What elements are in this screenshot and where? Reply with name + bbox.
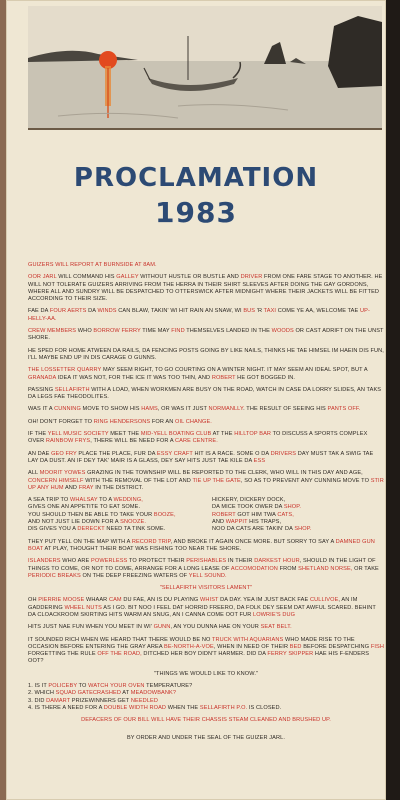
question-item [28, 705, 384, 712]
highlight-text: CONCERN HIMSELF [28, 477, 84, 484]
body-text: WHO [76, 328, 94, 335]
highlight-text: RECORD TRIP [131, 538, 171, 545]
highlight-text: WHIST [200, 597, 219, 604]
paragraph [28, 539, 384, 554]
body-text: , OR WAS IT JUST [157, 406, 209, 413]
body-text: WHO ARE [60, 558, 92, 565]
highlight-text: BURNSIDE [103, 262, 134, 268]
proclamation-body [28, 262, 384, 747]
body-text: DA [86, 308, 98, 315]
highlight-text: SEAT BELT. [260, 624, 292, 631]
body-text: COME YE AA, WELCOME TAE [276, 308, 361, 315]
verse-line [212, 504, 384, 511]
body-text: , SHOULD IN THE LIGHT OF THINGS TO COME, OR NOT TO COME, ARRANGE FOR A LONG LEASE OF [28, 558, 376, 572]
paragraph [28, 597, 384, 619]
body-text: IDEA IT WAS NOT, FOR THE ICE IT WAS TOO THIN, AND [56, 374, 212, 381]
body-text: , AN YOU DUNNA HAE ON YOUR [170, 624, 261, 631]
body-text: BEFORE DESPATCHING [301, 643, 371, 650]
paragraph [28, 308, 384, 323]
verse-left [28, 497, 200, 533]
body-text: AND [212, 519, 226, 526]
highlight-text: BUS [243, 308, 256, 315]
body-text: ON THE DEEP FREEZING WATERS OF [80, 572, 189, 579]
paragraph-group-3 [28, 597, 384, 665]
body-text: WILL COMMAND HIS [56, 274, 117, 281]
highlight-text: SHOP. [283, 504, 302, 511]
highlight-text: THE LOSSETTER QUARRY [28, 367, 102, 374]
highlight-text: TRUCK WITH AQUARIANS [212, 636, 284, 643]
verse-line [28, 504, 200, 511]
highlight-text: NEEDLED [130, 697, 158, 704]
body-text: PASSING [28, 386, 55, 393]
highlight-text: POLICEBY [48, 683, 78, 690]
question-item [28, 683, 384, 690]
highlight-text: FRAY [78, 484, 94, 491]
verse-line [212, 519, 384, 526]
highlight-text: SELLAFIRTH P.O. [199, 704, 248, 711]
body-text: IT SOUNDED RICH WHEN WE HEARD THAT THERE WOULD BE NO [28, 636, 213, 643]
things-heading: "THINGS WE WOULD LIKE TO KNOW." [153, 670, 259, 677]
body-text: A SEA TRIP TO [28, 497, 71, 504]
highlight-text: WOODS [271, 328, 294, 335]
highlight-text: ROBERT [212, 511, 236, 518]
highlight-text: YELL MUSIC SOCIETY [47, 431, 109, 438]
highlight-text: RING HENDERSONS [93, 418, 151, 425]
body-text: 'R [255, 308, 264, 315]
question-item [28, 698, 384, 705]
body-text: DITCHED HER BOY DIDN'T HARMER. DID DA [141, 651, 268, 658]
highlight-text: DRIVER [240, 274, 263, 281]
highlight-text: BORROW FERRY [93, 328, 141, 335]
highlight-text: PERIODIC BREAKS [28, 572, 81, 579]
body-text: TO DISCUSS A SPORTS COMPLEX OVER [28, 431, 368, 445]
highlight-text: ISLANDERS [28, 558, 61, 565]
body-text: THEMSELVES LANDED IN THE [184, 328, 272, 335]
highlight-text: MEADOWBANK? [130, 690, 177, 697]
highlight-text: DOUBLE WIDTH ROAD [103, 704, 167, 711]
highlight-text: SELLAFIRTH [54, 386, 90, 393]
highlight-text: ROBERT [211, 374, 236, 381]
highlight-text: GALLEY [116, 274, 139, 281]
paragraph [28, 558, 384, 580]
highlight-text: FERRY SKIPPER [267, 651, 314, 658]
highlight-text: DERECKT [77, 526, 105, 533]
body-text: . THE RESULT OF SEEING HIS [243, 406, 328, 413]
body-text: GRAZING IN THE TOWNSHIP WILL BE REPORTED TO THE CLERK, WHO WILL IN THIS DAY AND AGE, [85, 470, 363, 477]
highlight-text: LOWRIE'S DUG [253, 611, 296, 618]
body-text: , AND BROKE IT AGAIN ONCE MORE. BUT SORRY TO SAY A [170, 538, 336, 545]
body-text: 1. IS IT [28, 683, 49, 690]
highlight-text: OOR JARL [28, 274, 57, 281]
defacers-text [28, 717, 384, 724]
highlight-text: GUIZERS WILL REPORT AT [28, 262, 104, 268]
body-text: FAE DA [28, 308, 50, 315]
highlight-text: WHALSAY [70, 497, 98, 504]
highlight-text: FIND [171, 328, 185, 335]
paragraph-group-2 [28, 539, 384, 580]
body-text: IF THE [28, 431, 48, 438]
body-text: HITS JUST NAE FUN WHEN YOU MEET IN WI' [28, 624, 154, 631]
paragraph [28, 387, 384, 402]
body-text: , AN IM GADDERING [28, 597, 358, 611]
highlight-text: DEFACERS OF OUR BILL WILL HAVE THEIR CHASSIS STEAM CLEANED AND BRUSHED UP. [81, 717, 331, 724]
body-text: ALL [28, 470, 40, 477]
highlight-text: MID-YELL BOATING CLUB [140, 431, 212, 438]
poster [6, 0, 386, 800]
highlight-text: BOOZE, [153, 511, 176, 518]
paragraph [28, 451, 384, 466]
highlight-text: CREW MEMBERS [28, 328, 77, 335]
highlight-text: CAM [108, 597, 122, 604]
highlight-text: DAMART [46, 697, 71, 704]
highlight-text: BE-NORTH-A-VOE [164, 643, 214, 650]
highlight-text: CULLIVOE [309, 597, 339, 604]
body-text: NEED TA TINK SOME. [104, 526, 166, 533]
body-text: WHEN THE [166, 704, 200, 711]
highlight-text: DARKEST HOUR [254, 558, 300, 565]
body-text: WHO MADE RISE TO THE OCCASION BEFORE ENTERING THE GRAY AREA [28, 636, 355, 650]
highlight-text: CARE CENTRE. [175, 438, 218, 445]
body-text: TO A [97, 497, 114, 504]
body-text: IN THEIR [226, 558, 255, 565]
highlight-text: HAMS [141, 406, 158, 413]
year-title: 1983 [155, 196, 237, 229]
body-text: 2. WHICH [28, 690, 56, 697]
verse-columns [28, 497, 384, 533]
paragraph [28, 637, 384, 666]
highlight-text: PERISHABLES [186, 558, 227, 565]
highlight-text: WAPPIT [225, 519, 248, 526]
paragraph [28, 624, 384, 631]
highlight-text: PANTS OFF. [327, 406, 361, 413]
body-text: AN DAE [28, 450, 52, 457]
highlight-text: TIE UP THE GATE [192, 477, 241, 484]
body-text: DAY MUST TAK A SWIG TAE LAY DA DUST. AN IF DEY TAK' MAIR IS A GLASS, DEY SAY HITS JUST TAE KILE DA [28, 450, 374, 464]
highlight-text: STIR UP ANY HUM [28, 477, 384, 491]
highlight-text: HILLTOP BAR [234, 431, 272, 438]
body-text: DU FAE, AN IS DU PLAYING [121, 597, 201, 604]
highlight-text: TAXI [263, 308, 277, 315]
highlight-text: GUNN [153, 624, 171, 631]
body-text: AS I GO. BIT NOO I FEEL DAT HORRID FREERO, DA FOLK DEY SEEM DAT AWFUL SCARED. BEHINT DA CLOACKROOM SKIRTING HITS WARM AN SNUG, AN I CANNA COME OOT FUR [28, 604, 376, 618]
body-text: TO [77, 683, 89, 690]
verse-line [28, 512, 200, 519]
highlight-text: ESSY CRAFT [156, 450, 193, 457]
defacers-line [28, 717, 384, 724]
body-text: DIS GIVES YOU A [28, 526, 78, 533]
body-text: , SO AS TO PREVENT ANY CUNNING MOVE TO [240, 477, 371, 484]
body-text: FROM [277, 565, 299, 572]
highlight-text: NORMANLLY [208, 406, 244, 413]
body-text: NOO DA CATS ARE TAKIN' DA [212, 526, 295, 533]
highlight-text: BED [289, 643, 302, 650]
verse-line [28, 519, 200, 526]
paragraph [28, 406, 384, 413]
body-text: GIVES ONE AN APPETITE TO EAT SOME. [28, 504, 141, 511]
paragraph-group-1 [28, 262, 384, 492]
paragraph [28, 348, 384, 363]
body-text: IS CLOSED. [247, 704, 282, 711]
highlight-text: GEO FRY [51, 450, 77, 457]
verse-line [212, 497, 384, 504]
body-text: OR CAST ADRIFT ON THE UNST SHORE. [28, 328, 384, 342]
body-text: TIME MAY [140, 328, 172, 335]
highlight-text: FOUR AERTS [49, 308, 87, 315]
paragraph [28, 431, 384, 446]
body-text: HAE HIS F-ENDERS OOT? [28, 651, 370, 665]
body-text: MAY SEEM RIGHT, TO GO COURTING ON A WINTER NIGHT. IT MAY SEEM AN IDEAL SPOT, BUT A [101, 367, 368, 374]
highlight-text: UP-HELLY-AA. [28, 308, 370, 322]
body-text: AT [120, 690, 131, 697]
body-text: AT THE [211, 431, 235, 438]
frame-edge [386, 0, 400, 800]
verse-line [28, 497, 200, 504]
body-text: FORGETTING THE RULE [28, 651, 98, 658]
highlight-text: CATS, [277, 511, 294, 518]
body-text: WITHOUT HUSTLE OR BUSTLE AND [138, 274, 241, 281]
highlight-text: WHEEL NUTS [64, 604, 102, 611]
highlight-text: OIL CHANGE. [175, 418, 212, 425]
highlight-text: SNOOZE. [120, 519, 146, 526]
body-text: WITH THE REMOVAL OF THE LOT AND [83, 477, 193, 484]
questions-list [28, 683, 384, 712]
verse-right [212, 497, 384, 533]
body-text: FROM ONE FARE STAGE TO ANOTHER. HE WILL NOT TOLERATE GUIZERS ARRIVING FROM THE HERRA IN THEIR SHIRT SLEEVES AFTER DOING THE GAY GORDONS, WHERE ALL AND SUNDRY WILL BE DESPATCHED TO OTTERSWICK AFTER MIDNIGHT WHERE THEIR JACKETS WILL BE FITTED ACCORDING TO THEIR SIZE. [28, 274, 383, 303]
body-text: CAN BLAW, TAKIN' WI HIT RAIN AN SNAW, WI [116, 308, 244, 315]
highlight-text: DRIVERS [270, 450, 297, 457]
body-text: HIS TRAPS, [247, 519, 282, 526]
highlight-text: ESS [253, 457, 266, 464]
body-text: AND [63, 484, 79, 491]
body-text: HE GOT BOGGED IN. [235, 374, 296, 381]
body-text: PLACE THE PLACE, FUR DA [76, 450, 157, 457]
body-text: WITH A LOAD, WHEN WORKMEN ARE BUSY ON THE ROAD, WATCH IN CASE DA LORRY SLIDES, AN TAKS DA LEGS FAE THEODOLITES. [28, 386, 382, 401]
galley-sunset-illustration [28, 6, 382, 130]
highlight-text: SHETLAND NORSE, [298, 565, 353, 572]
verse-line [28, 526, 200, 533]
body-text: THEY PUT YELL ON THE MAP WITH A [28, 538, 132, 545]
paragraph [28, 328, 384, 343]
highlight-text: OFF THE ROAD, [97, 651, 142, 658]
body-text: AT PLAY, THOUGHT THEIR BOAT WAS FISHING TOO NEAR THE SHORE. [43, 545, 242, 552]
body-text: MEET THE [108, 431, 141, 438]
highlight-text: DAMNED GUN BOAT [28, 538, 375, 552]
body-text: FOR AN [150, 418, 175, 425]
body-text: MOVE TO SHOW HIS [80, 406, 142, 413]
highlight-text: FISH [370, 643, 384, 650]
highlight-text: CUNNING [54, 406, 81, 413]
highlight-text: WATCH YOUR OVEN [88, 683, 145, 690]
body-text: , WHEN IN NEED OF THEIR [213, 643, 290, 650]
body-text: 3. DID [28, 697, 47, 704]
body-text: IN THE DISTRICT. [93, 484, 144, 491]
body-text: DA DAY. YEA IM JUST BACK FAE [218, 597, 310, 604]
highlight-text: AT 8AM. [133, 262, 157, 268]
paragraph [28, 470, 384, 492]
body-text: , THERE WILL BE NEED FOR A [90, 438, 175, 445]
body-text: HE SPED FOR HOME ATWEEN DA RAILS, DA FENCING POSTS GOING BY LIKE NAILS, THINKS HE TAE HIMSEL IM HAEIN DIS FUN, I'LL MAYBE END UP IN DIS CARAGE O GUNNS. [28, 347, 384, 361]
body-text: DA MICE TOOK OWER DA [212, 504, 284, 511]
body-text: YOU SHOULD THEN BE ABLE TO TAKE YOUR [28, 511, 154, 518]
body-text: PRIZEWINNERS GET [70, 697, 131, 704]
highlight-text: PIERRIE MOOSE [38, 597, 85, 604]
verse-line [212, 526, 384, 533]
body-text: TEMPERATURE? [144, 683, 193, 690]
sellafirth-heading: "SELLAFIRTH VISITORS LAMENT" [159, 585, 253, 592]
paragraph [28, 274, 384, 303]
body-text: TO PROTECT THEIR [127, 558, 187, 565]
body-text: HICKERY, DICKERY DOCK, [212, 497, 286, 504]
body-text: OH [28, 597, 39, 604]
body-text: AND NOT JUST LIE DOWN FOR A [28, 519, 121, 526]
highlight-text: POWERLESS [91, 558, 128, 565]
verse-line [212, 512, 384, 519]
body-text: OH! DON'T FORGET TO [28, 418, 94, 425]
signoff: BY ORDER AND UNDER THE SEAL OF THE GUIZER JARL. [126, 734, 286, 741]
body-text: OR TAKE [352, 565, 379, 572]
body-text: WHAAR [84, 597, 109, 604]
paragraph [28, 419, 384, 426]
highlight-text: WINDS [97, 308, 117, 315]
body-text: HIT IS A RACE. SOME O DA [192, 450, 271, 457]
body-text: GOT HIM TWA [235, 511, 278, 518]
paragraph [28, 367, 384, 382]
page-title: PROCLAMATION [73, 163, 319, 193]
question-item [28, 690, 384, 697]
highlight-text: YELL SOUND. [188, 572, 227, 579]
paragraph [28, 262, 384, 269]
body-text: WAS IT A [28, 406, 55, 413]
highlight-text: ACCOMODATION [230, 565, 278, 572]
highlight-text: MOORIT YOWES [39, 470, 86, 477]
highlight-text: WEDDING, [113, 497, 143, 504]
highlight-text: GRANADA [28, 374, 57, 381]
body-text: 4. IS THERE A NEED FOR A [28, 704, 104, 711]
highlight-text: SQUAD GATECRASHED [55, 690, 121, 697]
highlight-text: SHOP. [294, 526, 312, 533]
highlight-text: RAINBOW FRYS [45, 438, 91, 445]
